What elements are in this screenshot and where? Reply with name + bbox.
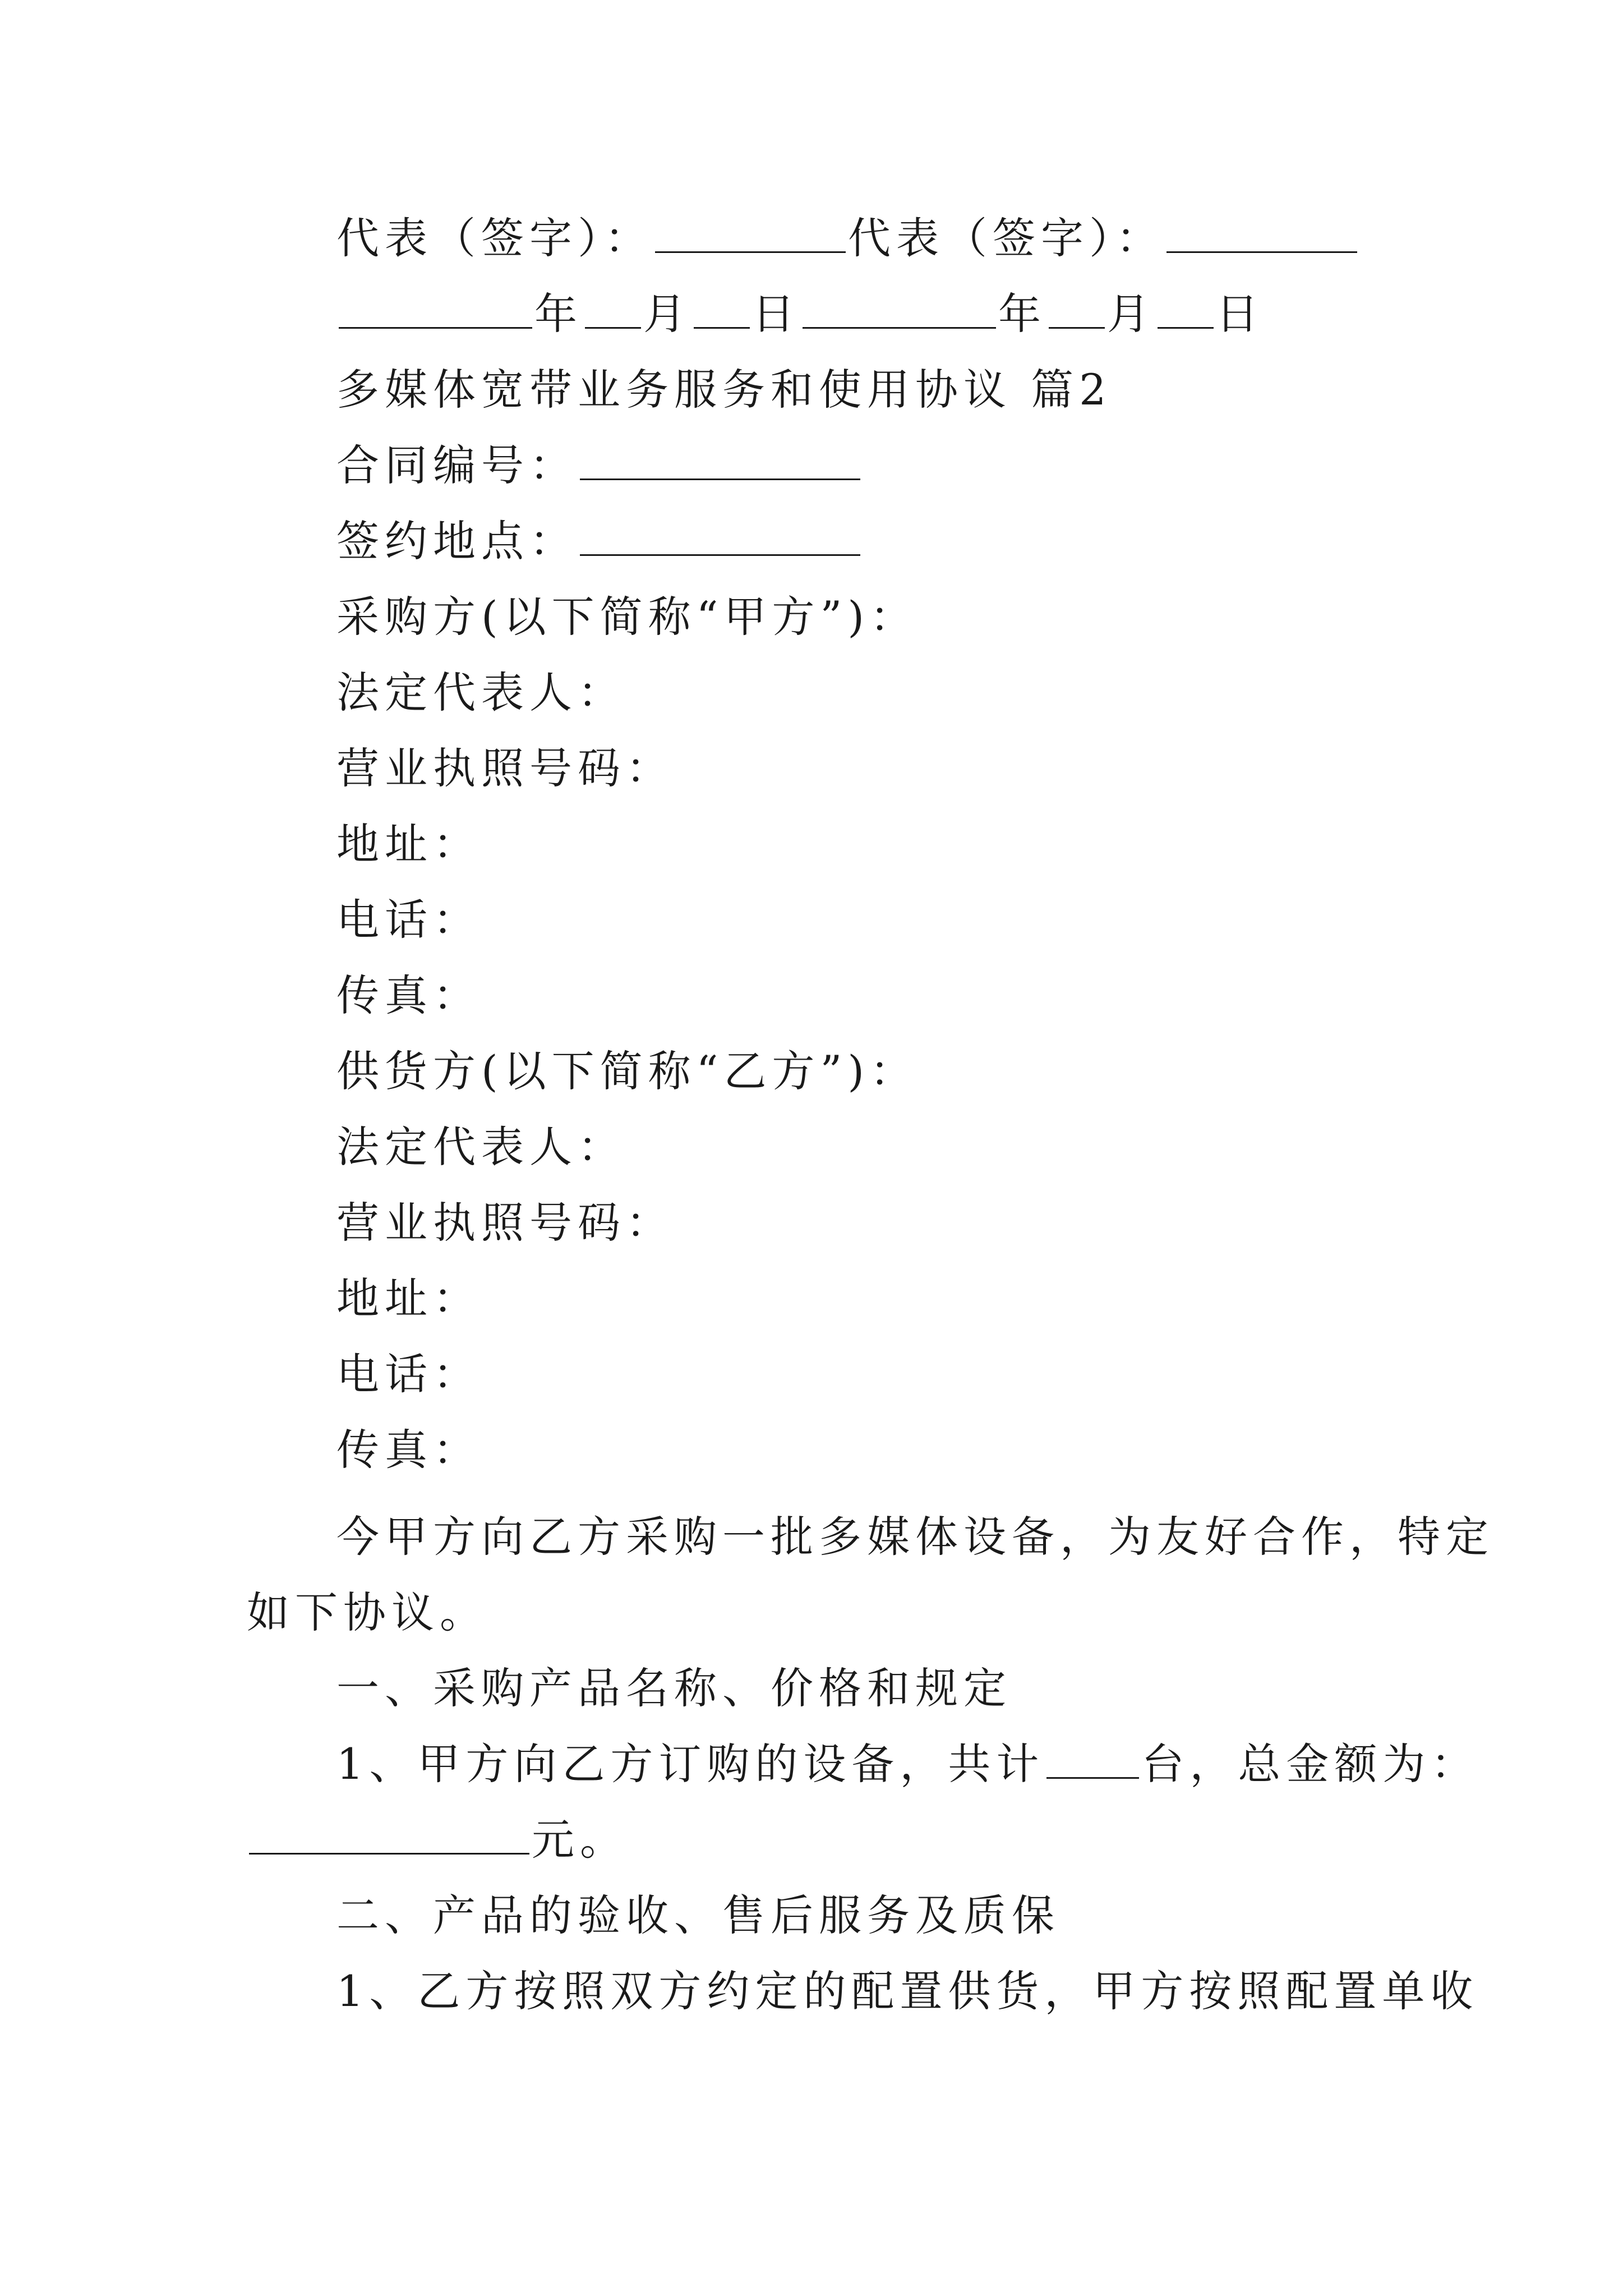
- rep-sign-blank-b[interactable]: [1166, 212, 1357, 253]
- document-heading: 多媒体宽带业务服务和使用协议 篇2: [336, 365, 1112, 415]
- month-label-b: 月: [1107, 289, 1155, 339]
- month-label-a: 月: [643, 289, 691, 339]
- day-label-a: 日: [752, 289, 800, 339]
- contract-number-blank[interactable]: [580, 439, 860, 480]
- section-1-item-1-cont: [247, 1812, 628, 1868]
- month-blank-b[interactable]: [1049, 288, 1105, 329]
- party-b-phone: 电话：: [336, 1349, 481, 1399]
- rep-sign-blank-a[interactable]: [655, 212, 846, 253]
- item-1-text-c: 元。: [532, 1815, 628, 1865]
- day-label-b: 日: [1216, 289, 1264, 339]
- item-1-text-b: 台，总金额为：: [1141, 1739, 1479, 1789]
- day-blank-b[interactable]: [1158, 288, 1214, 329]
- day-blank-a[interactable]: [694, 288, 750, 329]
- sign-place-row: [336, 513, 863, 569]
- month-blank-a[interactable]: [585, 288, 641, 329]
- party-a-title: 采购方(以下简称“甲方”)：: [336, 592, 919, 642]
- amount-blank[interactable]: [249, 1814, 529, 1855]
- party-a-phone: 电话：: [336, 895, 481, 945]
- sign-place-blank[interactable]: [580, 515, 860, 556]
- party-a-license: 营业执照号码：: [336, 743, 674, 793]
- party-b-legal-rep: 法定代表人：: [336, 1122, 626, 1172]
- party-a-legal-rep: 法定代表人：: [336, 668, 626, 717]
- intro-paragraph-line-2: 如下协议。: [247, 1588, 488, 1637]
- party-b-license: 营业执照号码：: [336, 1198, 674, 1248]
- item-1-text-a: 1、甲方向乙方订购的设备，共计: [336, 1739, 1045, 1789]
- quantity-blank[interactable]: [1046, 1738, 1139, 1779]
- year-label-a: 年: [534, 289, 583, 339]
- rep-sign-label-a: 代表（签字）：: [336, 213, 653, 263]
- party-b-fax: 传真：: [336, 1425, 481, 1475]
- section-2-title: 二、产品的验收、售后服务及质保: [336, 1890, 1060, 1940]
- party-b-title: 供货方(以下简称“乙方”)：: [336, 1046, 919, 1096]
- rep-sign-label-b: 代表（签字）：: [848, 213, 1164, 263]
- party-a-fax: 传真：: [336, 970, 481, 1020]
- section-1-title: 一、采购产品名称、价格和规定: [336, 1663, 1012, 1713]
- date-row: [336, 286, 1264, 342]
- sign-place-label: 签约地点：: [336, 516, 578, 566]
- intro-paragraph-line-1: 今甲方向乙方采购一批多媒体设备，为友好合作，特定: [336, 1512, 1494, 1562]
- party-b-address: 地址：: [336, 1273, 481, 1323]
- section-1-item-1: [336, 1736, 1479, 1792]
- section-2-item-1: 1、乙方按照双方约定的配置供货，甲方按照配置单收: [336, 1966, 1479, 2016]
- contract-number-label: 合同编号：: [336, 440, 578, 490]
- contract-number-row: [336, 438, 863, 494]
- party-a-address: 地址：: [336, 819, 481, 869]
- year-blank-a[interactable]: [339, 288, 532, 329]
- year-label-b: 年: [998, 289, 1046, 339]
- signature-row: [336, 210, 1359, 266]
- year-blank-b[interactable]: [803, 288, 996, 329]
